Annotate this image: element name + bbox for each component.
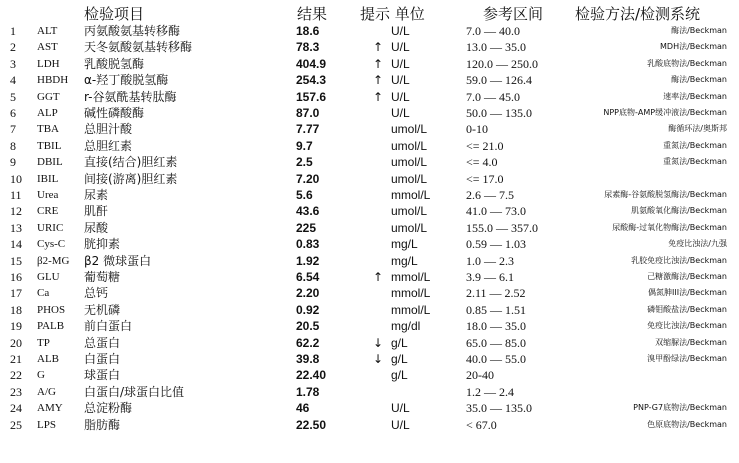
result-value: 7.77 (296, 122, 320, 136)
test-code: A/G (37, 386, 56, 398)
test-code: GLU (37, 271, 60, 283)
result-unit: g/L (391, 368, 408, 382)
test-name: 直接(结合)胆红素 (84, 155, 178, 169)
test-name: r-谷氨酰基转肽酶 (84, 90, 177, 104)
test-method: 免疫比浊法/九强 (668, 239, 727, 248)
reference-range: 35.0 — 135.0 (466, 401, 532, 415)
row-index: 10 (10, 172, 22, 186)
row-index: 19 (10, 319, 22, 333)
table-row (0, 23, 739, 39)
reference-range: 13.0 — 35.0 (466, 40, 526, 54)
row-index: 22 (10, 368, 22, 382)
reference-range: <= 21.0 (466, 139, 504, 153)
table-row (0, 72, 739, 88)
test-name: 白蛋白 (84, 352, 121, 366)
row-index: 11 (10, 188, 22, 202)
result-value: 157.6 (296, 90, 327, 104)
table-row (0, 121, 739, 137)
test-code: PHOS (37, 304, 66, 316)
test-name: 葡萄糖 (84, 270, 121, 284)
test-name: 丙氨酸氨基转移酶 (84, 24, 181, 38)
test-code: AST (37, 41, 58, 53)
header-hint-unit: 提示 单位 (360, 5, 425, 23)
test-code: PALB (37, 320, 65, 332)
test-method: 酶循环法/奥斯邦 (668, 124, 727, 133)
test-name: 前白蛋白 (84, 319, 133, 333)
test-name: 胱抑素 (84, 237, 121, 251)
reference-range: 40.0 — 55.0 (466, 352, 526, 366)
abnormal-flag: ↓ (373, 352, 384, 366)
test-method: 色原底物法/Beckman (647, 420, 727, 429)
table-row (0, 335, 739, 351)
result-value: 62.2 (296, 336, 320, 350)
test-code: AMY (37, 402, 63, 414)
result-value: 46 (296, 401, 310, 415)
row-index: 9 (10, 155, 16, 169)
test-name: 脂肪酶 (84, 418, 121, 432)
test-name: 总淀粉酶 (84, 401, 133, 415)
header-reference: 参考区间 (483, 5, 544, 23)
test-code: DBIL (37, 156, 63, 168)
result-value: 0.92 (296, 303, 320, 317)
result-value: 6.54 (296, 270, 320, 284)
reference-range: 0-10 (466, 122, 488, 136)
result-value: 2.20 (296, 286, 320, 300)
reference-range: <= 4.0 (466, 155, 498, 169)
test-method: 尿素酶-谷氨酸脱氢酶法/Beckman (604, 190, 727, 199)
test-code: GGT (37, 91, 60, 103)
test-code: URIC (37, 222, 64, 234)
result-value: 22.50 (296, 418, 327, 432)
table-row (0, 400, 739, 416)
result-unit: U/L (391, 73, 410, 87)
row-index: 4 (10, 73, 16, 87)
row-index: 24 (10, 401, 22, 415)
row-index: 13 (10, 221, 22, 235)
abnormal-flag: ↑ (373, 73, 384, 87)
result-unit: umol/L (391, 155, 428, 169)
reference-range: 1.2 — 2.4 (466, 385, 514, 399)
abnormal-flag: ↑ (373, 90, 384, 104)
result-unit: U/L (391, 418, 410, 432)
table-row (0, 318, 739, 334)
row-index: 2 (10, 40, 16, 54)
test-name: 总钙 (84, 286, 109, 300)
result-value: 43.6 (296, 204, 320, 218)
test-code: Cys-C (37, 238, 66, 250)
result-value: 404.9 (296, 57, 327, 71)
test-name: 天冬氨酸氨基转移酶 (84, 40, 193, 54)
table-row (0, 39, 739, 55)
test-method: 乳酸底物法/Beckman (647, 59, 727, 68)
test-code: Urea (37, 189, 59, 201)
table-row (0, 220, 739, 236)
row-index: 18 (10, 303, 22, 317)
row-index: 8 (10, 139, 16, 153)
row-index: 25 (10, 418, 22, 432)
test-method: 酶法/Beckman (671, 26, 727, 35)
test-method: PNP-G7底物法/Beckman (633, 403, 727, 412)
reference-range: <= 17.0 (466, 172, 504, 186)
reference-range: 3.9 — 6.1 (466, 270, 514, 284)
row-index: 16 (10, 270, 22, 284)
result-value: 18.6 (296, 24, 320, 38)
result-unit: mmol/L (391, 270, 431, 284)
result-unit: g/L (391, 352, 408, 366)
test-method: 偶氮胂III法/Beckman (648, 288, 727, 297)
result-value: 7.20 (296, 172, 320, 186)
table-row (0, 367, 739, 383)
reference-range: 2.11 — 2.52 (466, 286, 526, 300)
abnormal-flag: ↓ (373, 336, 384, 350)
result-value: 22.40 (296, 368, 327, 382)
test-name: 白蛋白/球蛋白比值 (84, 385, 185, 399)
reference-range: 20-40 (466, 368, 494, 382)
table-row (0, 171, 739, 187)
test-code: IBIL (37, 173, 59, 185)
reference-range: < 67.0 (466, 418, 497, 432)
result-unit: mg/dl (391, 319, 421, 333)
table-row (0, 253, 739, 269)
result-unit: mmol/L (391, 188, 431, 202)
test-method: 免疫比浊法/Beckman (647, 321, 727, 330)
header-result: 结果 (297, 5, 328, 23)
test-method: 速率法/Beckman (663, 92, 727, 101)
result-unit: U/L (391, 90, 410, 104)
test-name: α-羟丁酸脱氢酶 (84, 73, 169, 87)
test-code: TP (37, 337, 50, 349)
row-index: 6 (10, 106, 16, 120)
row-index: 21 (10, 352, 22, 366)
abnormal-flag: ↑ (373, 57, 384, 71)
header-item: 检验项目 (84, 5, 145, 23)
result-value: 20.5 (296, 319, 320, 333)
reference-range: 7.0 — 40.0 (466, 24, 520, 38)
test-code: TBIL (37, 140, 62, 152)
test-code: ALB (37, 353, 59, 365)
test-code: ALP (37, 107, 58, 119)
test-name: 乳酸脱氢酶 (84, 57, 145, 71)
reference-range: 0.85 — 1.51 (466, 303, 526, 317)
result-value: 2.5 (296, 155, 313, 169)
table-row (0, 56, 739, 72)
table-row (0, 187, 739, 203)
test-name: 肌酐 (84, 204, 109, 218)
result-unit: mmol/L (391, 303, 431, 317)
result-value: 78.3 (296, 40, 320, 54)
result-unit: g/L (391, 336, 408, 350)
result-value: 0.83 (296, 237, 320, 251)
result-value: 254.3 (296, 73, 327, 87)
test-name: 无机磷 (84, 303, 121, 317)
table-row (0, 89, 739, 105)
reference-range: 2.6 — 7.5 (466, 188, 514, 202)
row-index: 1 (10, 24, 16, 38)
result-unit: umol/L (391, 221, 428, 235)
reference-range: 59.0 — 126.4 (466, 73, 532, 87)
test-name: 尿酸 (84, 221, 109, 235)
test-method: 酶法/Beckman (671, 75, 727, 84)
test-name: 间接(游离)胆红素 (84, 172, 178, 186)
row-index: 14 (10, 237, 22, 251)
test-method: 双缩脲法/Beckman (655, 338, 727, 347)
test-code: CRE (37, 205, 59, 217)
header-method: 检验方法/检测系统 (575, 5, 701, 23)
test-code: HBDH (37, 74, 69, 86)
table-row (0, 269, 739, 285)
reference-range: 155.0 — 357.0 (466, 221, 538, 235)
result-unit: umol/L (391, 122, 428, 136)
row-index: 20 (10, 336, 22, 350)
result-unit: mg/L (391, 254, 418, 268)
test-method: 乳胶免疫比浊法/Beckman (631, 256, 727, 265)
row-index: 3 (10, 57, 16, 71)
test-name: 总胆红素 (84, 139, 133, 153)
row-index: 12 (10, 204, 22, 218)
table-row (0, 351, 739, 367)
table-row (0, 285, 739, 301)
row-index: 15 (10, 254, 22, 268)
test-code: LPS (37, 419, 56, 431)
test-code: TBA (37, 123, 59, 135)
result-unit: mmol/L (391, 286, 431, 300)
result-unit: U/L (391, 106, 410, 120)
test-method: 肌氨酸氧化酶法/Beckman (631, 206, 727, 215)
reference-range: 41.0 — 73.0 (466, 204, 526, 218)
result-unit: umol/L (391, 139, 428, 153)
reference-range: 65.0 — 85.0 (466, 336, 526, 350)
test-name: 碱性磷酸酶 (84, 106, 145, 120)
test-method: 己糖激酶法/Beckman (647, 272, 727, 281)
reference-range: 1.0 — 2.3 (466, 254, 514, 268)
test-method: 重氮法/Beckman (663, 141, 727, 150)
reference-range: 7.0 — 45.0 (466, 90, 520, 104)
test-code: G (37, 369, 45, 381)
result-unit: U/L (391, 401, 410, 415)
test-code: ALT (37, 25, 58, 37)
reference-range: 18.0 — 35.0 (466, 319, 526, 333)
test-method: MDH法/Beckman (660, 42, 727, 51)
table-row (0, 138, 739, 154)
result-value: 225 (296, 221, 317, 235)
test-name: 总胆汁酸 (84, 122, 133, 136)
table-row (0, 417, 739, 433)
result-value: 39.8 (296, 352, 320, 366)
row-index: 23 (10, 385, 22, 399)
test-code: β2-MG (37, 255, 70, 267)
test-method: 重氮法/Beckman (663, 157, 727, 166)
result-value: 9.7 (296, 139, 313, 153)
reference-range: 120.0 — 250.0 (466, 57, 538, 71)
table-row (0, 236, 739, 252)
row-index: 5 (10, 90, 16, 104)
table-row (0, 302, 739, 318)
row-index: 17 (10, 286, 22, 300)
result-value: 87.0 (296, 106, 320, 120)
test-method: 尿酸酶-过氧化物酶法/Beckman (612, 223, 727, 232)
abnormal-flag: ↑ (373, 270, 384, 284)
result-value: 1.78 (296, 385, 320, 399)
test-code: Ca (37, 287, 50, 299)
test-code: LDH (37, 58, 60, 70)
result-unit: umol/L (391, 172, 428, 186)
result-unit: U/L (391, 40, 410, 54)
test-name: 球蛋白 (84, 368, 121, 382)
test-method: 磷钼酸盐法/Beckman (647, 305, 727, 314)
test-name: β2 微球蛋白 (84, 254, 152, 268)
table-row (0, 384, 739, 400)
test-name: 总蛋白 (84, 336, 121, 350)
result-value: 1.92 (296, 254, 320, 268)
reference-range: 0.59 — 1.03 (466, 237, 526, 251)
table-row (0, 105, 739, 121)
result-value: 5.6 (296, 188, 313, 202)
test-name: 尿素 (84, 188, 109, 202)
result-unit: U/L (391, 24, 410, 38)
test-method: NPP底物-AMP缓冲液法/Beckman (603, 108, 727, 117)
abnormal-flag: ↑ (373, 40, 384, 54)
test-method: 溴甲酚绿法/Beckman (647, 354, 727, 363)
reference-range: 50.0 — 135.0 (466, 106, 532, 120)
result-unit: umol/L (391, 204, 428, 218)
table-row (0, 203, 739, 219)
result-unit: U/L (391, 57, 410, 71)
table-row (0, 154, 739, 170)
row-index: 7 (10, 122, 16, 136)
result-unit: mg/L (391, 237, 418, 251)
